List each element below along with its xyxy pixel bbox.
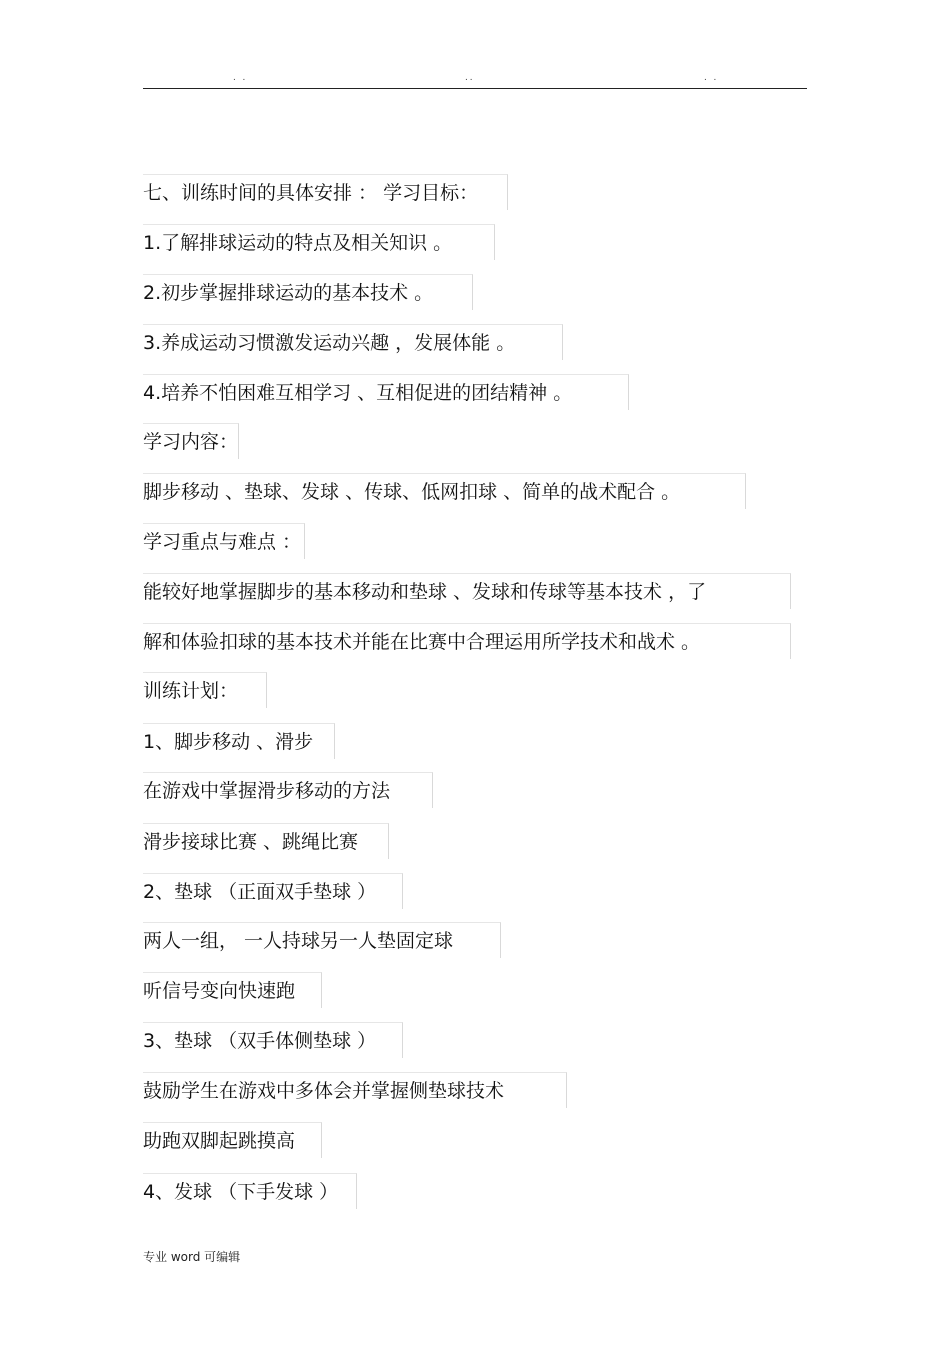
plan-item-3-title: 3、垫球 （双手体侧垫球 ） (143, 1022, 403, 1058)
header-dots-middle: .. (465, 72, 475, 83)
header-rule (143, 88, 807, 89)
heading-learning-content: 学习内容： (143, 423, 239, 459)
goal-item-2: 2.初步掌握排球运动的基本技术 。 (143, 274, 473, 310)
plan-item-3-detail-1: 鼓励学生在游戏中多体会并掌握侧垫球技术 (143, 1072, 567, 1108)
section-heading-schedule: 七、训练时间的具体安排 ： 学习目标： (143, 174, 508, 210)
plan-item-1-title: 1、脚步移动 、滑步 (143, 723, 335, 759)
goal-item-3: 3.养成运动习惯激发运动兴趣 ，发展体能 。 (143, 324, 563, 360)
goal-item-4: 4.培养不怕困难互相学习 、互相促进的团结精神 。 (143, 374, 629, 410)
plan-item-2-detail-2: 听信号变向快速跑 (143, 972, 322, 1008)
key-points-text-line-1: 能较好地掌握脚步的基本移动和垫球 、发球和传球等基本技术 ，了 (143, 573, 791, 609)
key-points-text-line-2: 解和体验扣球的基本技术并能在比赛中合理运用所学技术和战术 。 (143, 623, 791, 659)
header-dots-left: . . (233, 72, 248, 83)
plan-item-2-title: 2、垫球 （正面双手垫球 ） (143, 873, 403, 909)
plan-item-3-detail-2: 助跑双脚起跳摸高 (143, 1122, 322, 1158)
header-dots-right: . . (704, 72, 719, 83)
goal-item-1: 1.了解排球运动的特点及相关知识 。 (143, 224, 495, 260)
heading-key-points: 学习重点与难点 ： (143, 523, 305, 559)
plan-item-1-detail-1: 在游戏中掌握滑步移动的方法 (143, 772, 433, 808)
page-footer: 专业 word 可编辑 (143, 1250, 241, 1264)
heading-training-plan: 训练计划： (143, 672, 267, 708)
plan-item-1-detail-2: 滑步接球比赛 、跳绳比赛 (143, 823, 389, 859)
plan-item-4-title: 4、发球 （下手发球 ） (143, 1173, 357, 1209)
learning-content-text: 脚步移动 、垫球、发球 、传球、低网扣球 、简单的战术配合 。 (143, 473, 746, 509)
plan-item-2-detail-1: 两人一组， 一人持球另一人垫固定球 (143, 922, 501, 958)
